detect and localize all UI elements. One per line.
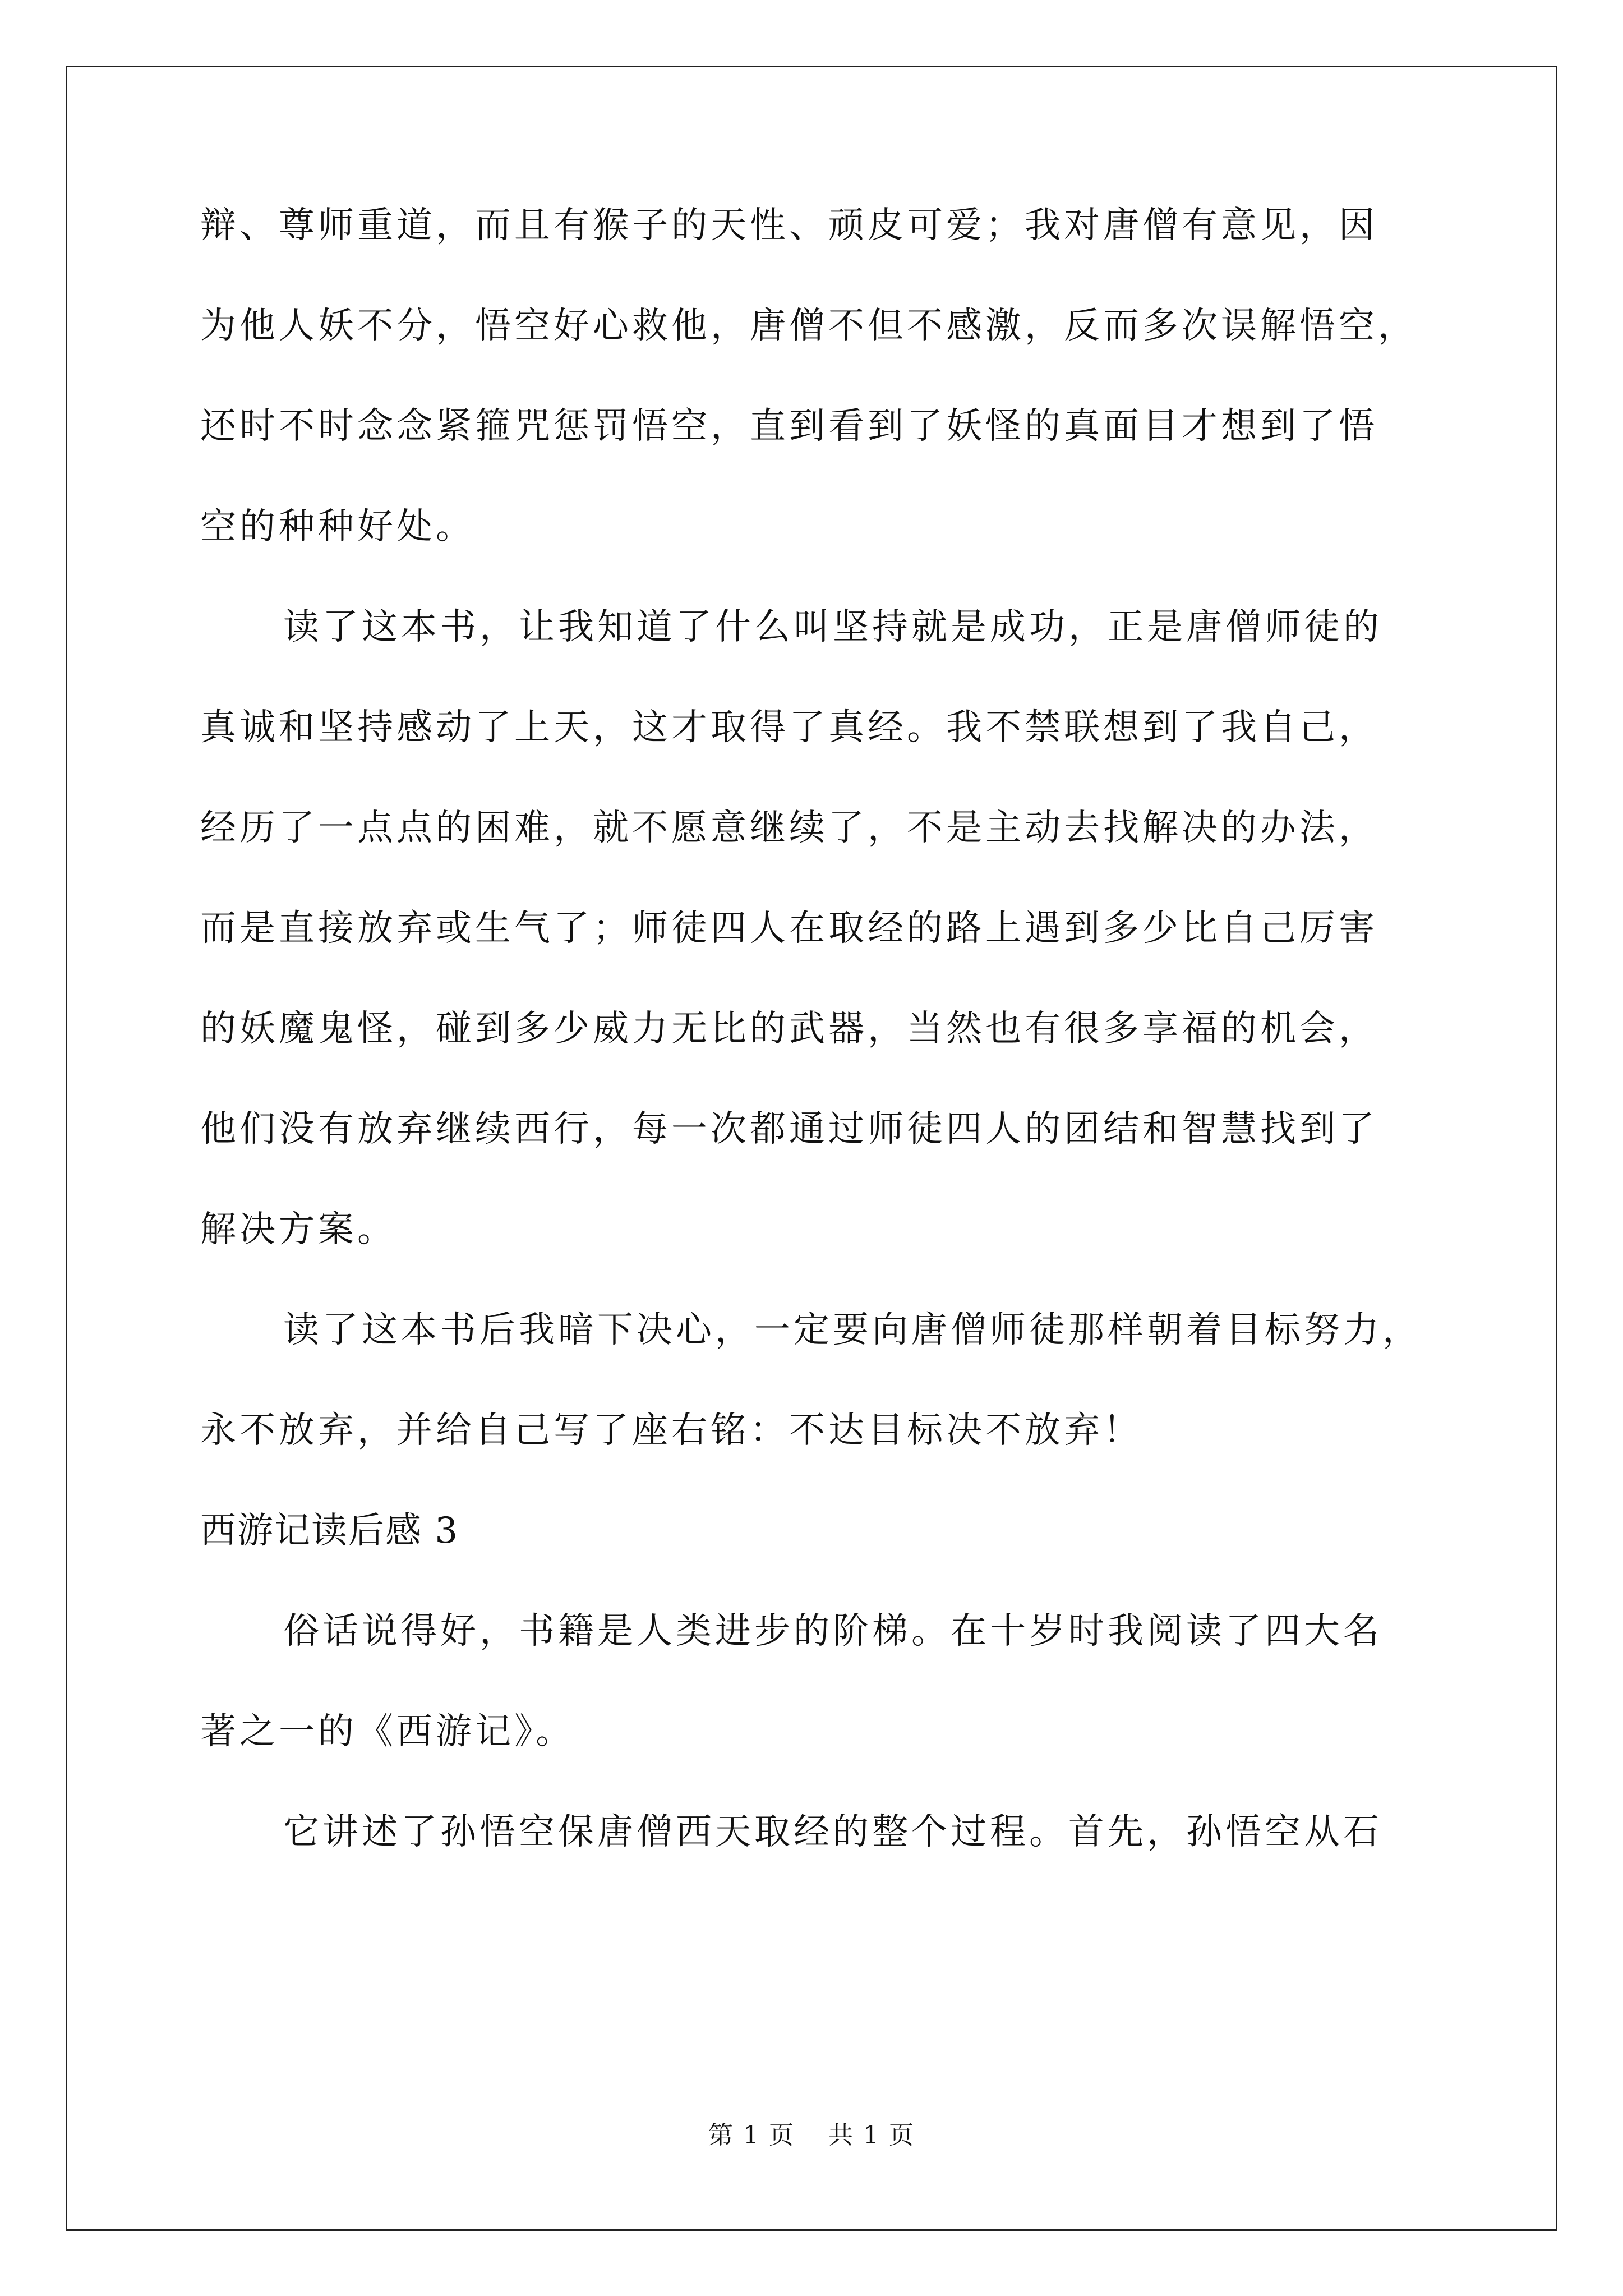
text-line: 而是直接放弃或生气了；师徒四人在取经的路上遇到多少比自己厉害	[200, 908, 1378, 949]
text-line: 真诚和坚持感动了上天，这才取得了真经。我不禁联想到了我自己，	[200, 707, 1378, 748]
page-number-total: 共 1 页	[828, 2121, 915, 2150]
paragraph-first-line: 它讲述了孙悟空保唐僧西天取经的整个过程。首先，孙悟空从石	[283, 1811, 1382, 1853]
paragraph-first-line: 俗话说得好，书籍是人类进步的阶梯。在十岁时我阅读了四大名	[283, 1611, 1382, 1652]
text-line: 空的种种好处。	[200, 506, 475, 547]
text-line: 为他人妖不分，悟空好心救他，唐僧不但不感激，反而多次误解悟空，	[200, 305, 1417, 347]
text-line: 解决方案。	[200, 1209, 396, 1250]
text-line: 辩、尊师重道，而且有猴子的天性、顽皮可爱；我对唐僧有意见，因	[200, 205, 1378, 246]
page-number-current: 第 1 页	[708, 2121, 795, 2150]
text-line: 还时不时念念紧箍咒惩罚悟空，直到看到了妖怪的真面目才想到了悟	[200, 406, 1378, 447]
text-line: 他们没有放弃继续西行，每一次都通过师徒四人的团结和智慧找到了	[200, 1108, 1378, 1150]
section-heading: 西游记读后感 3	[200, 1510, 459, 1552]
paragraph-first-line: 读了这本书后我暗下决心，一定要向唐僧师徒那样朝着目标努力，	[283, 1309, 1422, 1351]
text-line: 的妖魔鬼怪，碰到多少威力无比的武器，当然也有很多享福的机会，	[200, 1008, 1378, 1050]
text-line: 著之一的《西游记》。	[200, 1711, 575, 1752]
paragraph-first-line: 读了这本书，让我知道了什么叫坚持就是成功，正是唐僧师徒的	[283, 606, 1382, 648]
text-line: 永不放弃，并给自己写了座右铭：不达目标决不放弃！	[200, 1410, 1142, 1451]
text-line: 经历了一点点的困难，就不愿意继续了，不是主动去找解决的办法，	[200, 807, 1378, 849]
page-footer	[0, 2123, 1623, 2148]
